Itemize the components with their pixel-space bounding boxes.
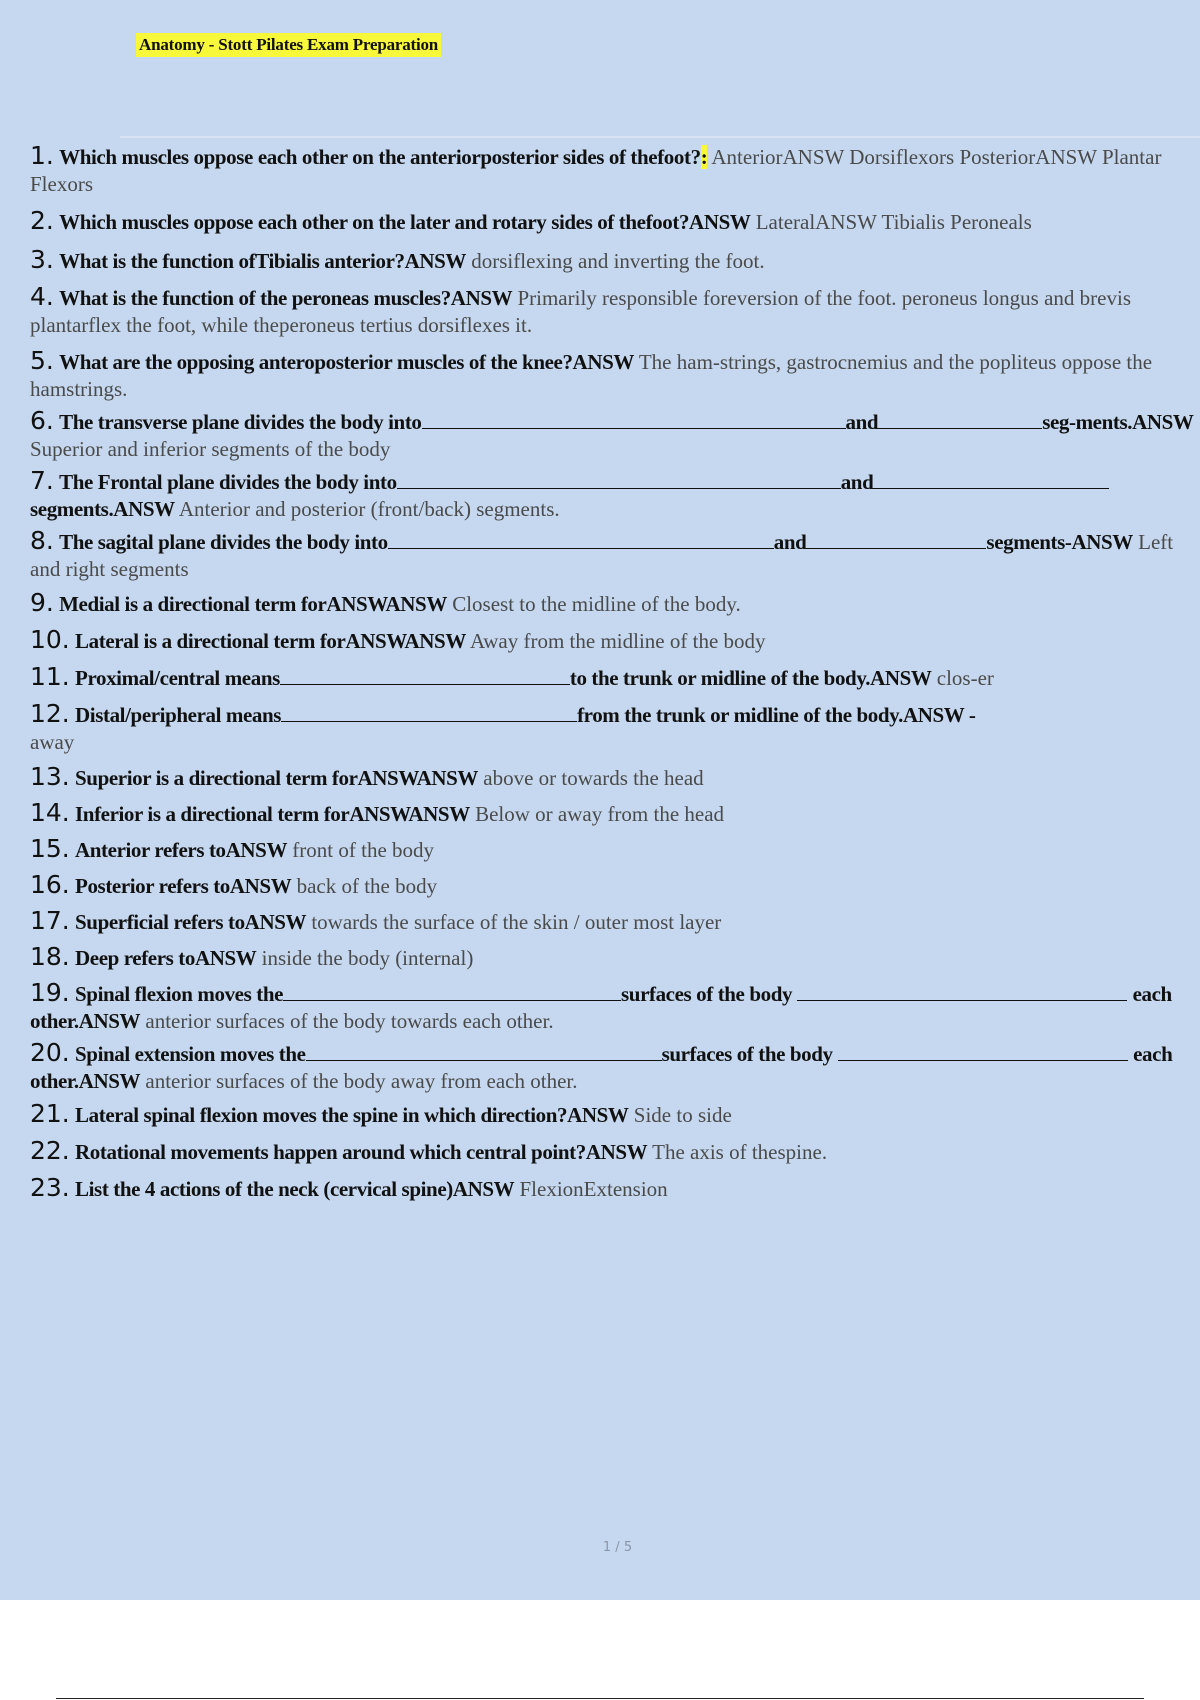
- question-item: 18. Deep refers toANSW inside the body (internal): [30, 942, 474, 971]
- answer-blank: [806, 530, 986, 549]
- page-number: 1 / 5: [602, 1540, 633, 1555]
- question-item: 15. Anterior refers toANSW front of the body: [30, 834, 435, 863]
- question-item: 9. Medial is a directional term forANSWANSW Closest to the midline of the body.: [30, 588, 741, 617]
- question-list: [30, 142, 1200, 1203]
- question-item: 17. Superficial refers toANSW towards the surface of the skin / outer most layer: [30, 906, 722, 935]
- question-item: 4. What is the function of the peroneas muscles?ANSW Primarily responsible foreversion of the foot. peroneus longus and brevis plantarflex the foot, while theperoneus tertius dorsiflexes it.: [30, 282, 1132, 337]
- answer-blank: [422, 410, 846, 429]
- answer-blank: [280, 666, 570, 685]
- question-item: 21. Lateral spinal flexion moves the spine in which direction?ANSW Side to side: [30, 1099, 732, 1128]
- question-item: 12. Distal/peripheral means from the trunk or midline of the body.ANSW - away: [30, 699, 976, 754]
- page-bottom-rule: [56, 1698, 1144, 1699]
- question-item: 2. Which muscles oppose each other on the later and rotary sides of thefoot?ANSW LateralANSW Tibialis Peroneals: [30, 206, 1032, 235]
- document-title: Anatomy - Stott Pilates Exam Preparation: [136, 33, 441, 57]
- question-item: 3. What is the function ofTibialis anterior?ANSW dorsiflexing and inverting the foot.: [30, 245, 765, 274]
- question-item: 19. Spinal flexion moves the surfaces of the body each other.ANSW anterior surfaces of the body towards each other.: [30, 978, 1172, 1033]
- question-item: 14. Inferior is a directional term forANSWANSW Below or away from the head: [30, 798, 725, 827]
- question-item: 23. List the 4 actions of the neck (cervical spine)ANSW FlexionExtension: [30, 1173, 668, 1202]
- question-item: 20. Spinal extension moves the surfaces of the body each other.ANSW anterior surfaces of the body away from each other.: [30, 1038, 1173, 1093]
- answer-blank: [797, 982, 1127, 1001]
- question-item: 10. Lateral is a directional term forANSWANSW Away from the midline of the body: [30, 625, 766, 654]
- answer-blank: [873, 470, 1109, 489]
- question-item: 16. Posterior refers toANSW back of the body: [30, 870, 438, 899]
- answer-blank: [281, 703, 577, 722]
- answer-blank: [838, 1042, 1128, 1061]
- question-item: 7. The Frontal plane divides the body into and segments.ANSW Anterior and posterior (front/back) segments.: [30, 467, 1200, 523]
- question-item: 11. Proximal/central means to the trunk or midline of the body.ANSW clos-er: [30, 662, 994, 691]
- question-item: 8. The sagital plane divides the body into and segments-ANSW Left and right segments: [30, 526, 1174, 581]
- question-item: 5. What are the opposing anteroposterior muscles of the knee?ANSW The ham-strings, gastrocnemius and the popliteus oppose the hamstrings.: [30, 346, 1153, 401]
- answer-blank: [397, 470, 841, 489]
- question-item: 13. Superior is a directional term forANSWANSW above or towards the head: [30, 762, 704, 791]
- question-item: 1. Which muscles oppose each other on the anteriorposterior sides of thefoot?: AnteriorANSW Dorsiflexors PosteriorANSW Plantar Flexors: [30, 141, 1162, 196]
- answer-blank: [283, 982, 621, 1001]
- question-item: 22. Rotational movements happen around which central point?ANSW The axis of thespine.: [30, 1136, 828, 1165]
- answer-blank: [388, 530, 774, 549]
- answer-blank: [306, 1042, 662, 1061]
- question-item: 6. The transverse plane divides the body into and seg-ments.ANSW Superior and inferior segments of the body: [30, 406, 1194, 461]
- answer-blank: [878, 410, 1042, 429]
- divider: [120, 136, 1200, 138]
